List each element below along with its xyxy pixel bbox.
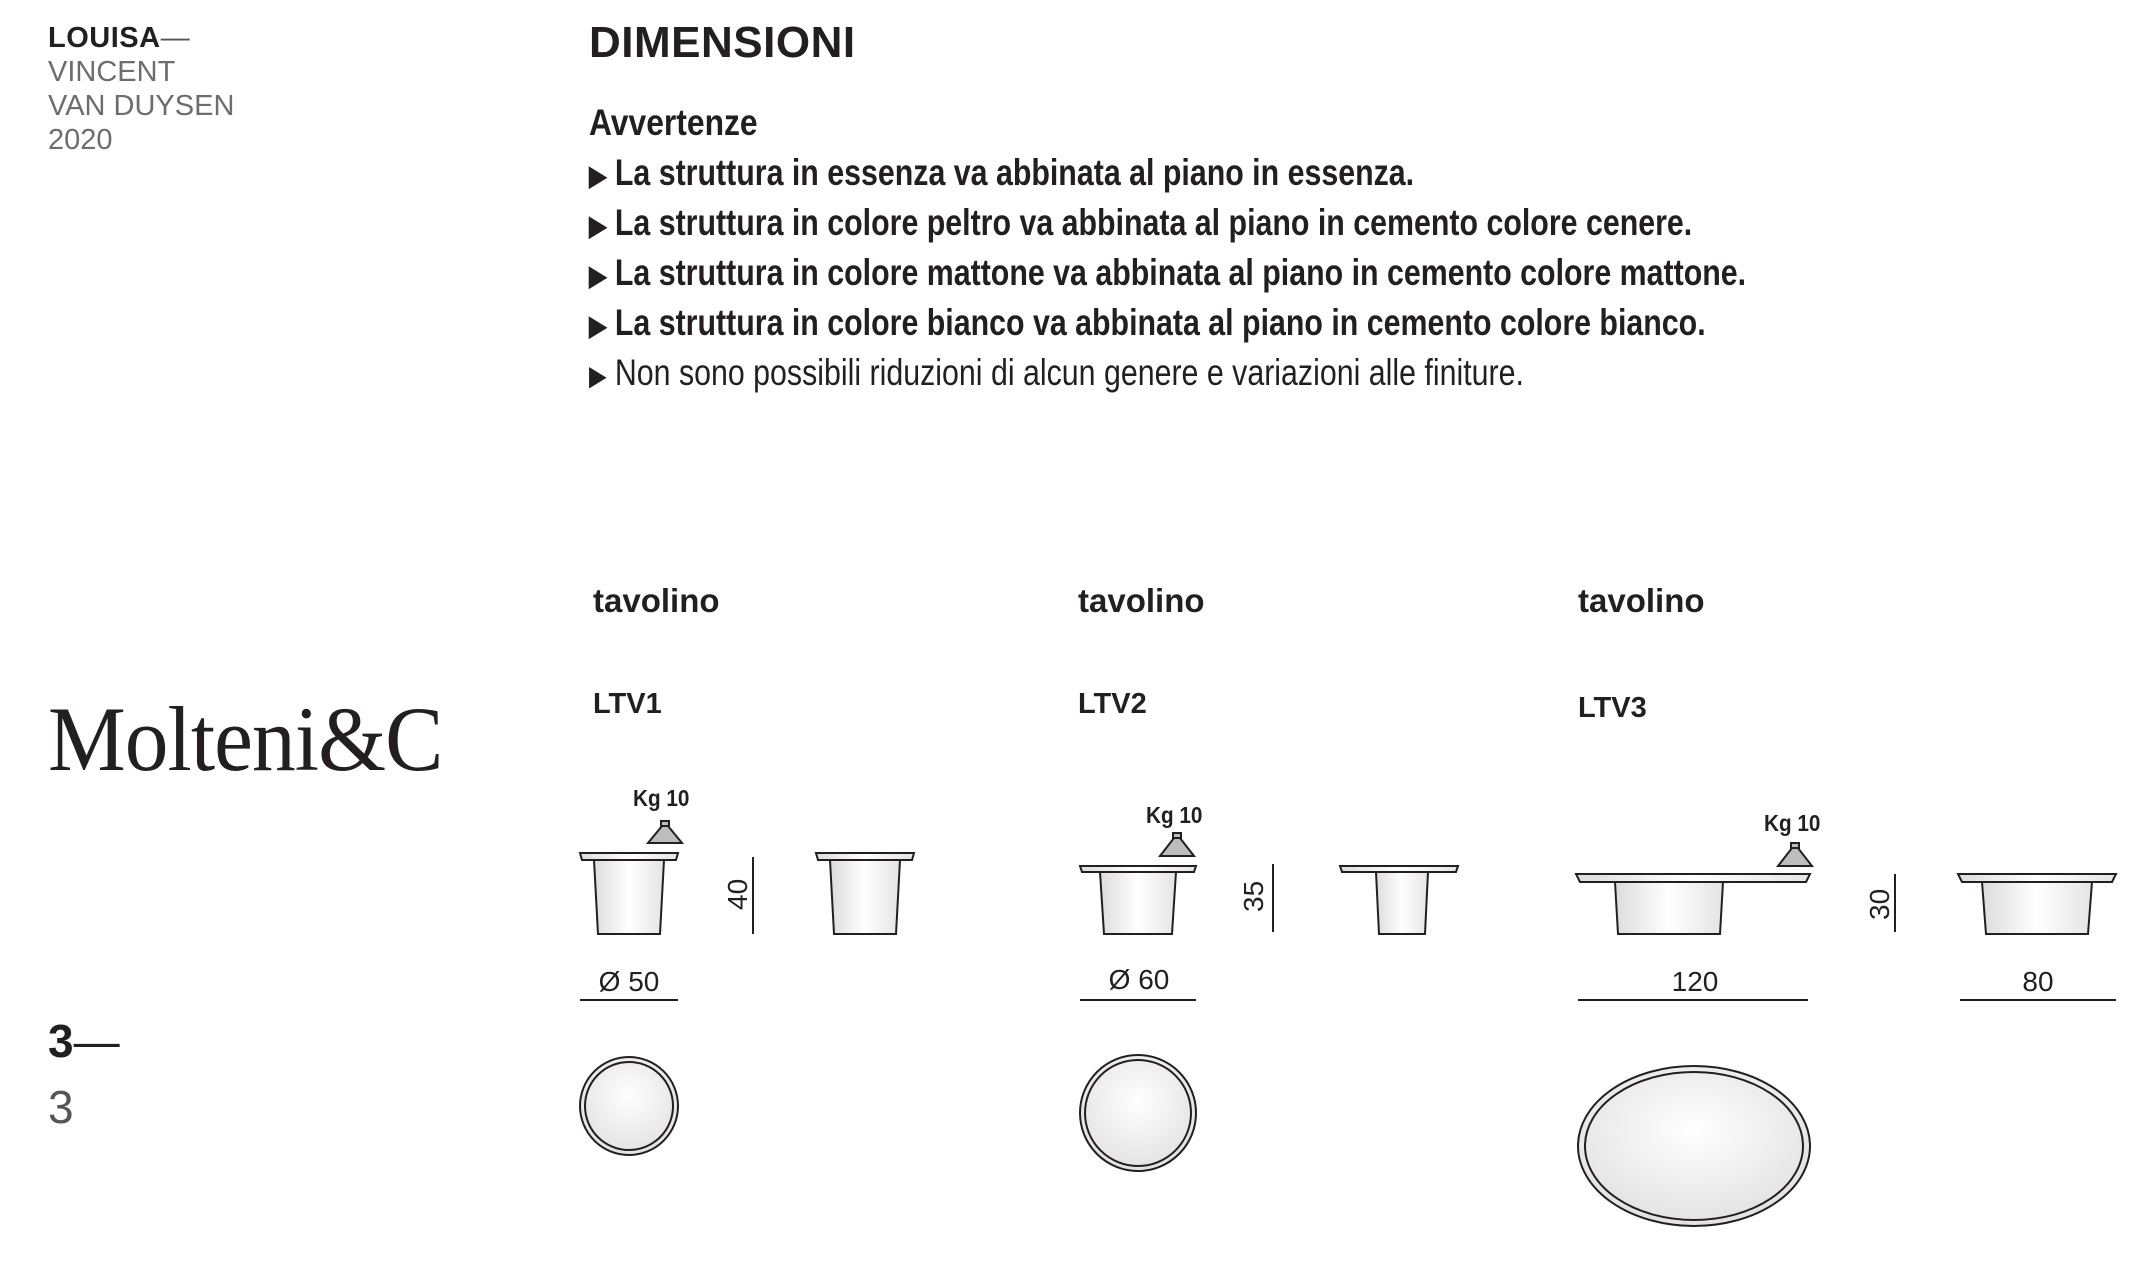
- triangle-right-icon: ▶: [589, 210, 607, 241]
- weight-icon: [1160, 833, 1194, 856]
- weight-icon: [1778, 843, 1812, 866]
- ltv3-side-view: [1958, 874, 2116, 934]
- product-type-ltv3: tavolino: [1578, 582, 1705, 619]
- product-code-ltv2: LTV2: [1078, 688, 1147, 720]
- ltv1-side-view: [816, 853, 914, 934]
- depth-label-ltv3: 80: [2022, 966, 2054, 997]
- weight-label-ltv3: Kg 10: [1764, 810, 1821, 836]
- designer-last-name: VAN DUYSEN: [48, 90, 235, 122]
- ltv3-top-view: [1578, 1066, 1810, 1226]
- width-label-ltv3: 120: [1671, 966, 1719, 997]
- product-code-ltv1: LTV1: [593, 688, 662, 720]
- weight-label-ltv2: Kg 10: [1146, 802, 1203, 828]
- weight-label-ltv1: Kg 10: [633, 785, 690, 811]
- triangle-right-icon: ▶: [589, 160, 607, 191]
- product-name-dash: —: [160, 22, 191, 54]
- warning-item-text: La struttura in colore peltro va abbinata al piano in cemento colore cenere.: [614, 202, 1693, 243]
- ltv2-side-view: [1340, 866, 1458, 934]
- page-number-dash: —: [73, 1015, 120, 1067]
- height-label-ltv1: 40: [722, 878, 753, 910]
- product-code-ltv3: LTV3: [1578, 692, 1647, 724]
- page-total: 3: [48, 1081, 74, 1133]
- design-year: 2020: [48, 124, 113, 156]
- ltv3-front-view: [1576, 874, 1810, 934]
- designer-first-name: VINCENT: [48, 56, 176, 88]
- product-type-ltv1: tavolino: [593, 582, 720, 619]
- warnings-heading: Avvertenze: [589, 102, 758, 143]
- ltv2-front-view: [1080, 866, 1196, 934]
- warning-item-text: La struttura in colore bianco va abbinata al piano in cemento colore bianco.: [614, 302, 1706, 343]
- weight-icon: [648, 821, 682, 843]
- height-label-ltv2: 35: [1238, 880, 1269, 912]
- warning-item-text: La struttura in essenza va abbinata al piano in essenza.: [614, 152, 1415, 193]
- ltv1-front-view: [580, 853, 678, 934]
- warning-item-text: Non sono possibili riduzioni di alcun genere e variazioni alle finiture.: [614, 352, 1524, 393]
- page-title: DIMENSIONI: [589, 18, 856, 67]
- product-type-ltv2: tavolino: [1078, 582, 1205, 619]
- brand-logo: Molteni&C: [48, 688, 443, 790]
- page-number-current: 3: [48, 1015, 74, 1067]
- product-name-text: LOUISA: [48, 22, 161, 54]
- warning-item-text: La struttura in colore mattone va abbinata al piano in cemento colore mattone.: [614, 252, 1747, 293]
- width-label-ltv2: Ø 60: [1108, 964, 1170, 995]
- ltv1-top-view: [580, 1057, 678, 1155]
- triangle-right-icon: ▶: [589, 360, 607, 391]
- height-label-ltv3: 30: [1864, 888, 1895, 920]
- triangle-right-icon: ▶: [589, 260, 607, 291]
- ltv2-top-view: [1080, 1055, 1196, 1171]
- triangle-right-icon: ▶: [589, 310, 607, 341]
- width-label-ltv1: Ø 50: [598, 966, 660, 997]
